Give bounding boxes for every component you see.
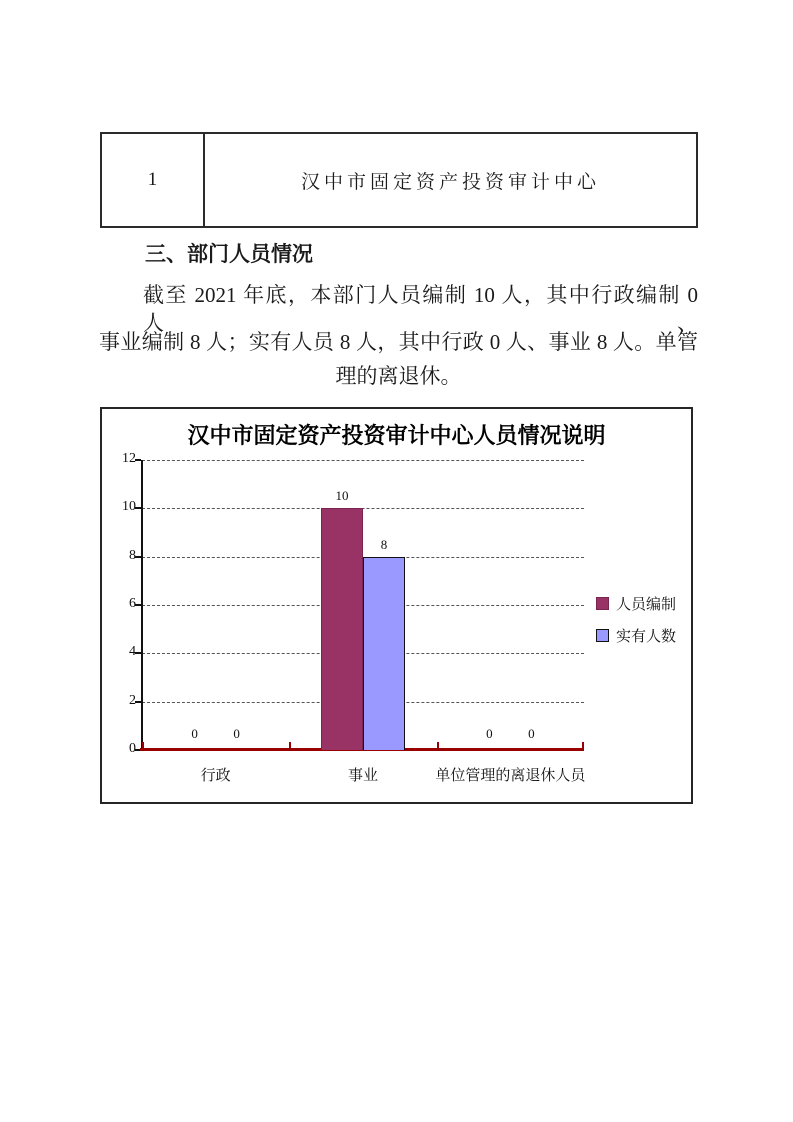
x-axis-tick (142, 742, 144, 750)
paragraph-line-3: 理的离退休。 (335, 364, 462, 388)
section-heading: 三、部门人员情况 (145, 243, 313, 266)
chart-title: 汉中市固定资产投资审计中心人员情况说明 (187, 423, 606, 448)
y-tick-label: 2 (129, 692, 136, 708)
x-axis-tick (582, 742, 584, 750)
data-label: 0 (191, 726, 198, 741)
chart-legend (596, 593, 676, 657)
legend-swatch-icon (596, 629, 609, 642)
gridline (142, 460, 584, 461)
x-axis-tick (437, 742, 439, 750)
data-label: 0 (486, 726, 493, 741)
data-label: 0 (233, 726, 240, 741)
table-cell-name: 汉中市固定资产投资审计中心 (300, 171, 600, 193)
x-axis-tick (289, 742, 291, 750)
plot-area (142, 460, 584, 750)
legend-item (596, 625, 676, 646)
y-axis (141, 460, 143, 750)
data-label: 0 (528, 726, 535, 741)
paragraph-line-1: 截至 2021 年底，本部门人员编制 10 人，其中行政编制 0 人、 (143, 283, 698, 335)
bar-人员编制-事业 (321, 508, 363, 750)
paragraph-line-2: 事业编制 8 人；实有人员 8 人，其中行政 0 人、事业 8 人。单管 (99, 330, 698, 354)
category-label: 事业 (347, 768, 378, 784)
legend-swatch-icon (596, 597, 609, 610)
y-tick-label: 4 (129, 644, 136, 660)
y-tick-label: 8 (129, 547, 136, 563)
y-tick-label: 0 (129, 741, 136, 756)
bar-实有人数-事业 (363, 557, 405, 750)
table-cell-number: 1 (102, 134, 205, 226)
y-tick-label: 12 (122, 451, 136, 466)
y-tick-label: 6 (129, 596, 136, 611)
gridline (142, 508, 584, 509)
legend-item (596, 593, 676, 614)
table (100, 132, 698, 228)
y-tick-label: 10 (122, 499, 136, 515)
chart (100, 407, 693, 804)
category-label: 单位管理的离退休人员 (435, 768, 586, 784)
data-label: 8 (380, 536, 388, 552)
data-label: 10 (335, 488, 349, 504)
legend-label: 人员编制 (616, 597, 677, 613)
legend-label: 实有人数 (616, 629, 677, 645)
category-label: 行政 (200, 768, 231, 784)
